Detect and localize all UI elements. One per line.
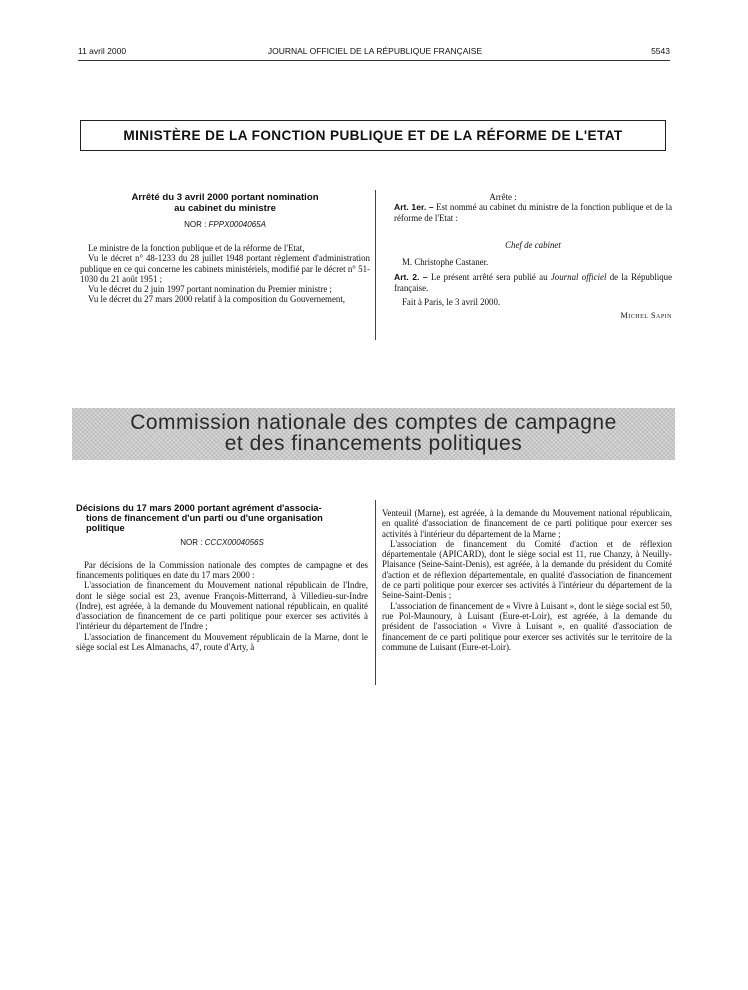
header-journal-title: JOURNAL OFFICIEL DE LA RÉPUBLIQUE FRANÇAISE xyxy=(267,46,483,56)
article-1-label: Art. 1er. – xyxy=(394,202,434,213)
arrete-left-column xyxy=(80,192,370,305)
decisions-body-left xyxy=(76,560,368,653)
decisions-title xyxy=(76,503,368,534)
arrete-para: Le ministre de la fonction publique et de la réforme de l'Etat, xyxy=(88,243,305,253)
decisions-para: L'association de financement du Mouvement républicain de la Marne, dont le siège social est Les Almanachs, 47, route d'Arty, à xyxy=(76,631,368,652)
arrete-title-line2: au cabinet du ministre xyxy=(174,203,276,214)
header-page-number: 5543 xyxy=(651,46,670,56)
arrete-title xyxy=(80,192,370,214)
article-2 xyxy=(394,272,672,293)
decisions-title-line3: politique xyxy=(86,523,125,534)
decisions-para: L'association de financement du Mouvement national républicain de l'Indre, dont le siège social est 23, avenue François-Mitterrand, à Villedieu-sur-Indre (Indre), est agréée, à la demande du Mouvement national républicain, en qualité d'association de financement de ce parti politique pour exercer ses activités à l'intérieur du département de l'Indre ; xyxy=(76,580,368,632)
arrete-para: Vu le décret n° 48-1233 du 28 juillet 1948 portant règlement d'administration publique en ce qui concerne les cabinets ministériels, modifié par le décret n° 51-1030 du 21 août 1951 ; xyxy=(80,253,370,284)
column-divider xyxy=(375,500,376,685)
arrete-para: Vu le décret du 2 juin 1997 portant nomination du Premier ministre ; xyxy=(88,284,332,295)
decisions-nor-label: NOR : xyxy=(180,537,203,547)
ministry-title-box xyxy=(80,120,666,151)
arrete-para: Vu le décret du 27 mars 2000 relatif à la composition du Gouvernement, xyxy=(88,294,346,305)
decisions-nor xyxy=(76,538,368,547)
column-divider xyxy=(375,190,376,340)
signature: Michel Sapin xyxy=(620,311,672,321)
decisions-title-line1: Décisions du 17 mars 2000 portant agrément d'associa- xyxy=(76,503,322,513)
article-2-text-italic: Journal officiel xyxy=(550,272,607,283)
article-2-text-b: de la République française. xyxy=(394,272,673,293)
decisions-right-column xyxy=(382,508,672,652)
arrete-nor-code: FPPX0004065A xyxy=(208,220,266,229)
role-title: Chef de cabinet xyxy=(505,239,561,250)
decisions-para: L'association de financement du Comité d'action et de réflexion départementale (APICARD), dont le siège social est 11, rue Chanzy, à Neuilly-Plaisance (Seine-Saint-Denis), est agréée, à la demande du président du Comité d'action et de réflexion départementale, en qualité d'association de financement de ce parti politique pour exercer ses activités à l'intérieur du département de la Seine-Saint-Denis ; xyxy=(382,538,672,601)
arrete-nor xyxy=(80,220,370,229)
decisions-para-continued: Venteuil (Marne), est agréée, à la demande du Mouvement national républicain, en qualité d'association de financement de ce parti politique pour exercer ses activités à l'intérieur du département de la Marne ; xyxy=(382,508,672,539)
appointee-name: M. Christophe Castaner. xyxy=(402,257,489,268)
decisions-title-line2: tions de financement d'un parti ou d'une organisation xyxy=(86,513,323,524)
arrete-nor-label: NOR : xyxy=(184,220,207,229)
header-rule xyxy=(78,60,670,61)
header-date: 11 avril 2000 xyxy=(78,46,127,56)
article-2-label: Art. 2. – xyxy=(394,272,428,283)
banner-line2: et des financements politiques xyxy=(224,432,523,455)
arrete-preamble xyxy=(80,243,370,305)
decisions-nor-code: CCCX0004056S xyxy=(204,537,264,547)
arrete-right-column xyxy=(394,192,672,322)
decisions-para: L'association de financement de « Vivre à Luisant », dont le siège social est 50, rue Pol-Maunoury, à Luisant (Eure-et-Loir), est agréée, à la demande du président de l'association « Vivre à Luisant », en qualité d'association de financement de ce parti politique pour exercer ses activités sur le territoire de la commune de Luisant (Eure-et-Loir). xyxy=(382,600,672,652)
ministry-title: MINISTÈRE DE LA FONCTION PUBLIQUE ET DE LA RÉFORME DE L'ETAT xyxy=(123,128,623,143)
banner-line1: Commission nationale des comptes de campagne xyxy=(130,411,617,434)
article-1 xyxy=(394,202,672,223)
article-2-text-a: Le présent arrêté sera publié au xyxy=(431,272,548,283)
arrete-label: Arrête : xyxy=(489,192,517,202)
commission-banner xyxy=(72,408,675,460)
decisions-para: Par décisions de la Commission nationale des comptes de campagne et des financements politiques en date du 17 mars 2000 : xyxy=(76,559,368,580)
arrete-title-line1: Arrêté du 3 avril 2000 portant nomination xyxy=(131,192,319,203)
article-1-text: Est nommé au cabinet du ministre de la fonction publique et de la réforme de l'Etat : xyxy=(394,202,673,223)
decisions-left-column xyxy=(76,503,368,652)
done-at: Fait à Paris, le 3 avril 2000. xyxy=(402,297,501,308)
